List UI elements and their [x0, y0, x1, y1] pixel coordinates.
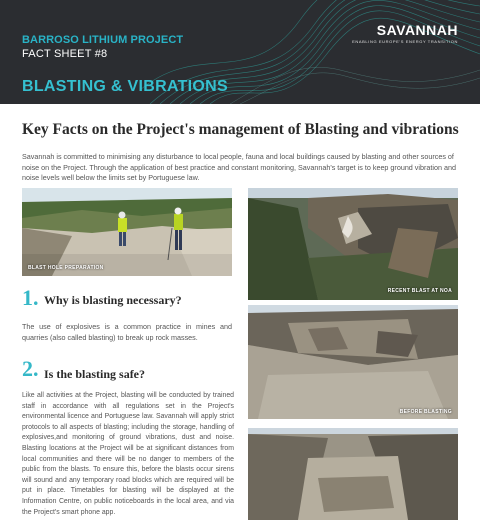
logo-wordmark: SAVANNAH — [376, 22, 458, 38]
blast-hole-photo — [22, 188, 232, 276]
caption-recent-blast: RECENT BLAST AT NOA — [387, 288, 452, 294]
section-1-title: Why is blasting necessary? — [44, 293, 182, 307]
savannah-logo — [352, 22, 458, 44]
before-blasting-photo — [248, 305, 458, 419]
sheet-title: BLASTING & VIBRATIONS — [22, 78, 229, 95]
fact-sheet-number: FACT SHEET #8 — [22, 48, 108, 60]
page-title: Key Facts on the Project's management of Blasting and vibrations — [22, 121, 459, 138]
logo-tagline: ENABLING EUROPE'S ENERGY TRANSITION — [352, 39, 458, 44]
intro-paragraph: Savannah is committed to minimising any disturbance to local people, fauna and local buildings caused by blasting and other sources of noise on the Project. Through the application of best practice and constant monitoring, Savannah's target is to keep ground vibration and noise levels well below the limits set by Portuguese law. — [22, 152, 456, 182]
recent-blast-photo — [248, 188, 458, 300]
section-1-body: The use of explosives is a common practice in mines and quarries (also called blasting) to break up rock masses. — [22, 322, 232, 342]
caption-blast-hole: BLAST HOLE PREPARATION — [28, 265, 104, 271]
caption-before-blasting: BEFORE BLASTING — [399, 409, 452, 415]
bottom-quarry-photo — [248, 428, 458, 520]
section-2-number: 2. — [22, 356, 39, 381]
section-1-number: 1. — [22, 285, 39, 310]
section-2-title: Is the blasting safe? — [44, 367, 146, 381]
section-2-body: Like all activities at the Project, blasting will be conducted by trained staff in accordance with all regulations set in the Project's environmental licence and Portuguese law. Savannah will apply strict protocols to all aspects of blasting; including the storage, handling of explosives,and monitoring of ground vibrations, dust and noise. Blasting locations at the Project will be at significant distances from local communities and there will be no danger to members of the public from the blasts. To ensure this, before the blasts occur sirens will sound and any temporary road blocks which are required will be put in place. Timetables for blasting will be displayed at the Information Centre, on public noticeboards in the local area, and via the Project's smart phone app. — [22, 392, 234, 516]
header-banner — [0, 0, 480, 104]
project-name: BARROSO LITHIUM PROJECT — [22, 34, 184, 46]
